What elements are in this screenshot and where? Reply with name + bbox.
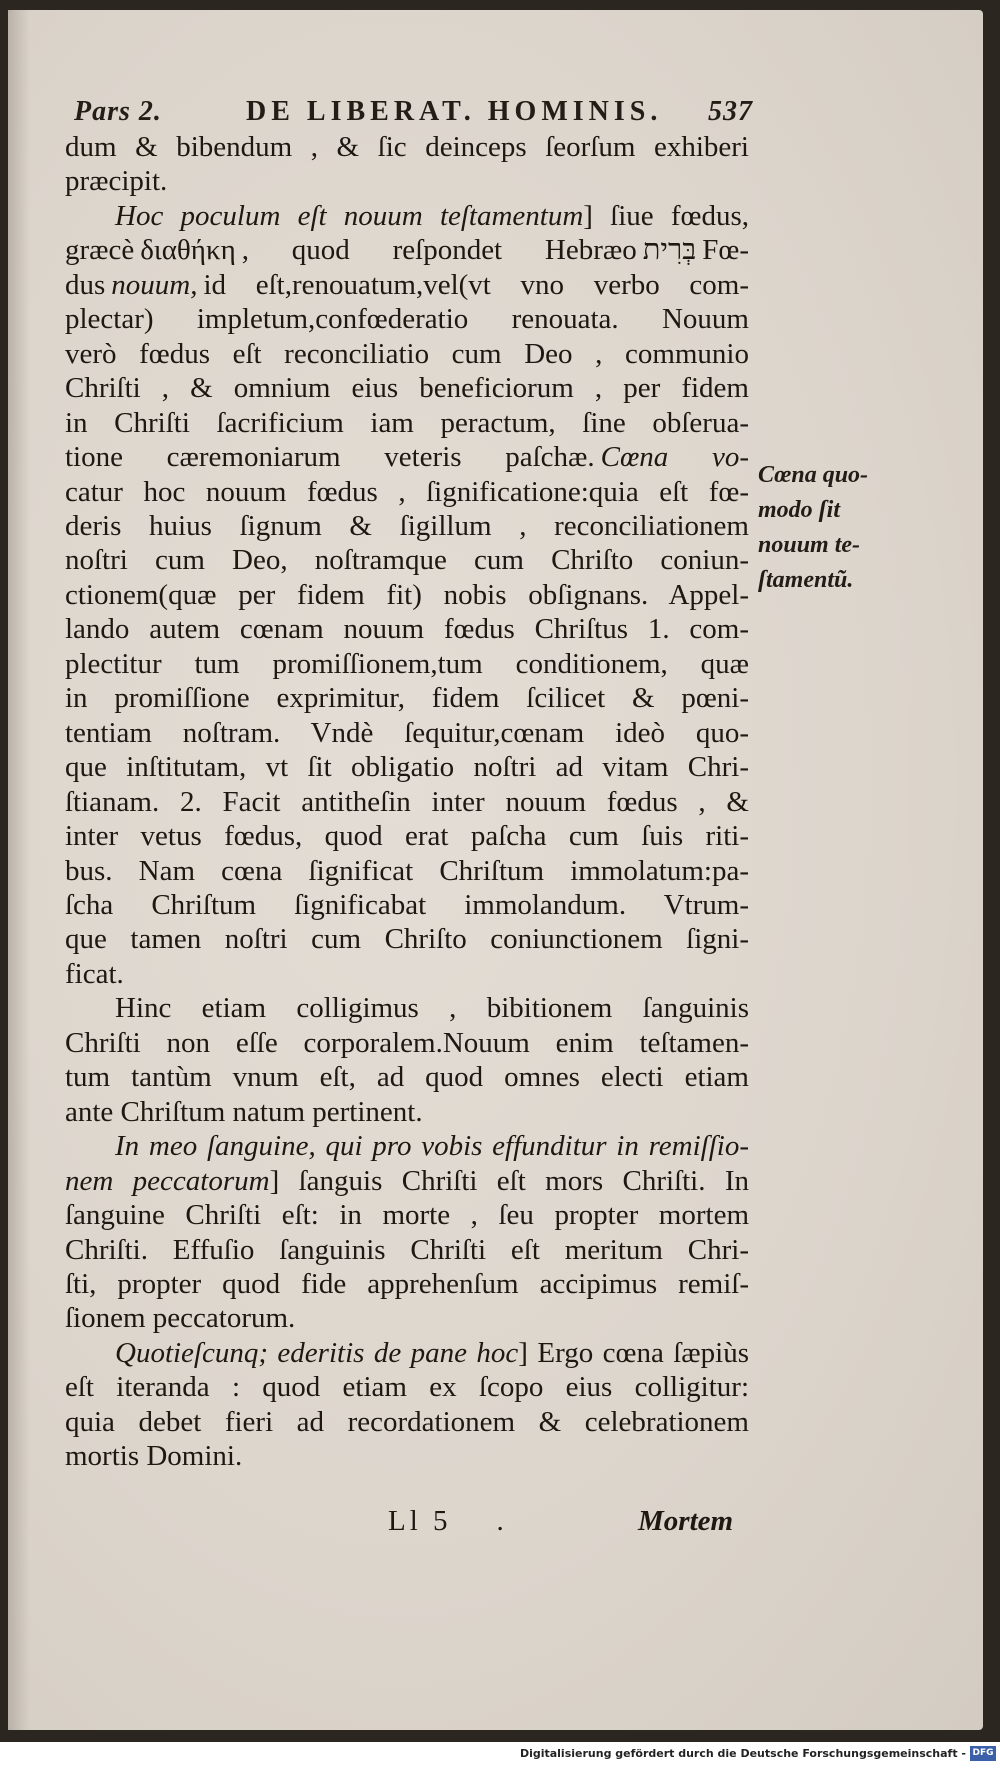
dfg-logo-icon: DFG bbox=[970, 1746, 996, 1761]
margin-note-line: Cœna quo- bbox=[758, 462, 869, 488]
text-line: plectitur tum promiſſionem,tum conditionem, quæ bbox=[65, 647, 749, 680]
margin-note-line: modo ſit bbox=[758, 497, 840, 523]
text-line: ſcha Chriſtum ſignificabat immolandum. Vtrum- bbox=[65, 888, 749, 921]
margin-note-line: nouum te- bbox=[758, 532, 861, 558]
text-line bbox=[65, 268, 749, 302]
lemma-text: Quotieſcunq; ederitis de pane hoc bbox=[115, 1336, 519, 1369]
text-line: bus. Nam cœna ſignificat Chriſtum immolatum:pa- bbox=[65, 854, 749, 887]
text-line: inter vetus fœdus, quod erat paſcha cum ſuis riti- bbox=[65, 820, 749, 853]
text-line: que tamen noſtri cum Chriſto coniunctionem ſigni- bbox=[65, 923, 749, 956]
text-line: lando autem cœnam nouum fœdus Chriſtus 1. com- bbox=[65, 613, 749, 646]
text-span: , quod reſpondet Hebræo bbox=[241, 234, 637, 267]
signature-mark bbox=[388, 1505, 508, 1538]
text-line: verò fœdus eſt reconciliatio cum Deo , communio bbox=[65, 337, 749, 370]
text-span: ] ſiue fœdus, bbox=[583, 199, 749, 232]
text-line: in Chriſti ſacrificium iam peractum, ſine obſerua- bbox=[65, 406, 749, 439]
text-line: Chriſti , & omnium eius beneficiorum , per fidem bbox=[65, 372, 749, 405]
greek-word: διαθήκη bbox=[140, 234, 236, 267]
book-page bbox=[8, 10, 983, 1730]
text-span: ] Ergo cœna ſæpiùs bbox=[518, 1336, 749, 1369]
text-line: præcipit. bbox=[65, 165, 168, 198]
text-line bbox=[65, 199, 749, 233]
body-text bbox=[65, 130, 749, 1474]
text-span: græcè bbox=[65, 234, 135, 267]
signature-dot: . bbox=[496, 1505, 508, 1537]
text-line: Hinc etiam colligimus , bibitionem ſanguinis bbox=[115, 992, 749, 1025]
text-line: que inſtitutam, vt ſit obligatio noſtri ad vitam Chri- bbox=[65, 751, 749, 784]
text-line: tentiam noſtram. Vndè ſequitur,cœnam ideò quo- bbox=[65, 716, 749, 749]
lemma-text: Hoc poculum eſt nouum teſtamentum bbox=[115, 199, 584, 232]
lemma-text: In meo ſanguine, qui pro vobis effunditur in remiſſio- bbox=[115, 1130, 749, 1163]
text-span: ] ſanguis Chriſti eſt mors Chriſti. In bbox=[269, 1164, 749, 1197]
catchword: Mortem bbox=[638, 1505, 734, 1537]
text-line: tum tantùm vnum eſt, ad quod omnes electi etiam bbox=[65, 1061, 749, 1094]
text-line: plectar) impletum,confœderatio renouata. Nouum bbox=[65, 303, 749, 336]
text-span: id eſt,renouatum,vel(vt vno verbo com- bbox=[203, 268, 749, 301]
signature-text: Ll 5 bbox=[388, 1505, 452, 1537]
footer-credit: Digitalisierung gefördert durch die Deutsche Forschungsgemeinschaft - bbox=[519, 1747, 966, 1760]
running-head-title: DE LIBERAT. HOMINIS. bbox=[246, 96, 663, 127]
hebrew-word: בְּרִית bbox=[642, 234, 697, 267]
text-line bbox=[65, 1336, 749, 1370]
text-line: in promiſſione exprimitur, fidem ſcilicet & pœni- bbox=[65, 682, 749, 715]
italic-word: Cœna vo- bbox=[600, 441, 750, 474]
running-head-part: Pars 2. bbox=[74, 96, 162, 127]
lemma-text: nem peccatorum bbox=[65, 1164, 270, 1197]
text-span: dus bbox=[65, 268, 106, 301]
text-line bbox=[65, 1164, 749, 1198]
page-gutter-shadow bbox=[8, 10, 30, 1730]
text-line: deris huius ſignum & ſigillum , reconciliationem bbox=[65, 509, 749, 542]
text-line bbox=[65, 440, 749, 474]
text-line: ante Chriſtum natum pertinent. bbox=[65, 1095, 423, 1128]
text-span: Fœ- bbox=[702, 234, 749, 267]
page-number: 537 bbox=[708, 96, 753, 127]
text-line: Chriſti non eſſe corporalem.Nouum enim teſtamen- bbox=[65, 1026, 749, 1059]
italic-word: nouum, bbox=[111, 268, 198, 301]
text-span: tione cæremoniarum veteris paſchæ. bbox=[65, 441, 595, 474]
text-line: ſionem peccatorum. bbox=[65, 1302, 296, 1335]
text-line: mortis Domini. bbox=[65, 1440, 243, 1473]
text-line: quia debet fieri ad recordationem & celebrationem bbox=[65, 1405, 749, 1438]
digitization-footer bbox=[0, 1742, 1000, 1768]
text-line: ctionem(quæ per fidem fit) nobis obſignans. Appel- bbox=[65, 578, 749, 611]
text-line: ſti, propter quod fide apprehenſum accipimus remiſ- bbox=[65, 1267, 749, 1300]
text-line bbox=[65, 233, 749, 267]
margin-note bbox=[758, 458, 898, 598]
text-line: ficat. bbox=[65, 957, 124, 990]
text-line: ſtianam. 2. Facit antitheſin inter nouum fœdus , & bbox=[65, 785, 749, 818]
text-line: ſanguine Chriſti eſt: in morte , ſeu propter mortem bbox=[65, 1199, 749, 1232]
text-line: eſt iteranda : quod etiam ex ſcopo eius colligitur: bbox=[65, 1371, 749, 1404]
text-line: dum & bibendum , & ſic deinceps ſeorſum exhiberi bbox=[65, 131, 749, 163]
text-line: Chriſti. Effuſio ſanguinis Chriſti eſt meritum Chri- bbox=[65, 1233, 749, 1266]
text-line: catur hoc nouum fœdus , ſignificatione:quia eſt fœ- bbox=[65, 475, 749, 508]
text-line: noſtri cum Deo, noſtramque cum Chriſto coniun- bbox=[65, 544, 749, 577]
margin-note-line: ſtamentũ. bbox=[758, 567, 854, 593]
